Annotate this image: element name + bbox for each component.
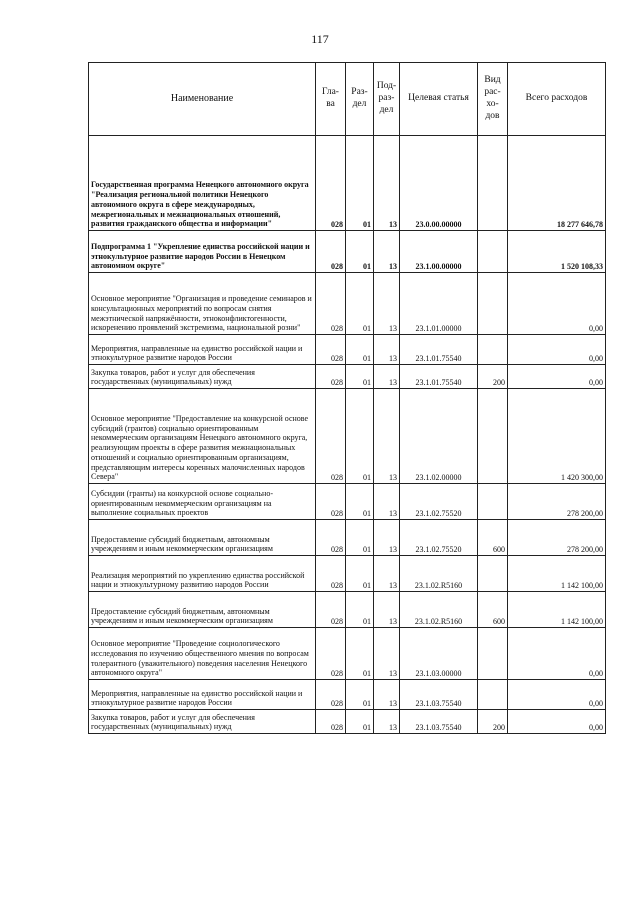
row-vid: 600 — [478, 520, 508, 556]
row-article: 23.1.03.75540 — [400, 680, 478, 710]
row-vid: 600 — [478, 592, 508, 628]
header-razdel: Раз-дел — [346, 63, 374, 136]
table-row — [89, 335, 606, 365]
row-glava: 028 — [316, 520, 346, 556]
row-name: Основное мероприятие "Предоставление на конкурсной основе субсидий (грантов) социально ориентированным некоммерческим организациям Ненецкого автономного округа, реализующим проекты в сфере развития межнациональных отношений и социально ориентированным организациям, представляющим интересы коренных малочисленных народов Севера" — [89, 389, 316, 484]
row-glava: 028 — [316, 484, 346, 520]
row-vid — [478, 389, 508, 484]
row-podrazdel: 13 — [374, 389, 400, 484]
row-article: 23.0.00.00000 — [400, 136, 478, 231]
row-name: Субсидии (гранты) на конкурсной основе социально-ориентированным некоммерческим организациям на выполнение социальных проектов — [89, 484, 316, 520]
row-name: Закупка товаров, работ и услуг для обеспечения государственных (муниципальных) нужд — [89, 365, 316, 389]
row-total: 0,00 — [508, 680, 606, 710]
row-vid: 200 — [478, 365, 508, 389]
row-glava: 028 — [316, 592, 346, 628]
row-razdel: 01 — [346, 710, 374, 734]
row-glava: 028 — [316, 556, 346, 592]
row-total: 278 200,00 — [508, 484, 606, 520]
table-row — [89, 592, 606, 628]
row-article: 23.1.02.R5160 — [400, 556, 478, 592]
row-total: 0,00 — [508, 710, 606, 734]
row-total: 0,00 — [508, 365, 606, 389]
page-number: 117 — [311, 32, 329, 46]
row-vid — [478, 484, 508, 520]
row-article: 23.1.03.00000 — [400, 628, 478, 680]
table-row — [89, 484, 606, 520]
row-vid — [478, 680, 508, 710]
row-total: 0,00 — [508, 273, 606, 335]
row-glava: 028 — [316, 710, 346, 734]
row-article: 23.1.02.00000 — [400, 389, 478, 484]
header-glava: Гла-ва — [316, 63, 346, 136]
row-total: 18 277 646,78 — [508, 136, 606, 231]
row-razdel: 01 — [346, 592, 374, 628]
row-total: 0,00 — [508, 335, 606, 365]
table-row — [89, 710, 606, 734]
row-razdel: 01 — [346, 365, 374, 389]
row-total: 1 142 100,00 — [508, 592, 606, 628]
table-row — [89, 628, 606, 680]
row-article: 23.1.02.75520 — [400, 484, 478, 520]
row-total: 278 200,00 — [508, 520, 606, 556]
row-glava: 028 — [316, 365, 346, 389]
row-podrazdel: 13 — [374, 628, 400, 680]
row-article: 23.1.02.R5160 — [400, 592, 478, 628]
row-glava: 028 — [316, 335, 346, 365]
table-row — [89, 365, 606, 389]
header-vid: Вид рас-хо-дов — [478, 63, 508, 136]
row-vid: 200 — [478, 710, 508, 734]
row-razdel: 01 — [346, 136, 374, 231]
row-podrazdel: 13 — [374, 556, 400, 592]
header-name: Наименование — [89, 63, 316, 136]
table-row — [89, 231, 606, 273]
row-article: 23.1.01.75540 — [400, 335, 478, 365]
row-razdel: 01 — [346, 680, 374, 710]
row-podrazdel: 13 — [374, 592, 400, 628]
row-vid — [478, 273, 508, 335]
row-podrazdel: 13 — [374, 680, 400, 710]
row-glava: 028 — [316, 628, 346, 680]
row-total: 1 520 108,33 — [508, 231, 606, 273]
table-row — [89, 680, 606, 710]
row-article: 23.1.00.00000 — [400, 231, 478, 273]
header-total: Всего расходов — [508, 63, 606, 136]
row-podrazdel: 13 — [374, 520, 400, 556]
table-row — [89, 136, 606, 231]
row-name: Мероприятия, направленные на единство российской нации и этнокультурное развитие народов России — [89, 680, 316, 710]
row-article: 23.1.03.75540 — [400, 710, 478, 734]
row-razdel: 01 — [346, 273, 374, 335]
row-podrazdel: 13 — [374, 136, 400, 231]
row-podrazdel: 13 — [374, 365, 400, 389]
table-row — [89, 556, 606, 592]
row-vid — [478, 628, 508, 680]
row-glava: 028 — [316, 231, 346, 273]
row-name: Государственная программа Ненецкого автономного округа "Реализация региональной политики Ненецкого автономного округа в сфере международных, межрегиональных и межнациональных отношений, развития гражданского общества и информации" — [89, 136, 316, 231]
table-row — [89, 520, 606, 556]
row-razdel: 01 — [346, 389, 374, 484]
row-glava: 028 — [316, 136, 346, 231]
row-name: Предоставление субсидий бюджетным, автономным учреждениям и иным некоммерческим организациям — [89, 592, 316, 628]
row-total: 1 142 100,00 — [508, 556, 606, 592]
row-name: Основное мероприятие "Проведение социологического исследования по изучению общественного мнения по вопросам толерантного (уважительного) поведения населения Ненецкого автономного округа" — [89, 628, 316, 680]
row-razdel: 01 — [346, 231, 374, 273]
row-total: 1 420 300,00 — [508, 389, 606, 484]
row-name: Подпрограмма 1 "Укрепление единства российской нации и этнокультурное развитие народов России в Ненецком автономном округе" — [89, 231, 316, 273]
header-row — [89, 63, 606, 136]
row-podrazdel: 13 — [374, 335, 400, 365]
row-name: Реализация мероприятий по укреплению единства российской нации и этнокультурному развитию народов России — [89, 556, 316, 592]
row-name: Мероприятия, направленные на единство российской нации и этнокультурное развитие народов России — [89, 335, 316, 365]
row-razdel: 01 — [346, 556, 374, 592]
row-razdel: 01 — [346, 520, 374, 556]
row-article: 23.1.01.00000 — [400, 273, 478, 335]
row-podrazdel: 13 — [374, 710, 400, 734]
header-podrazdel: Под-раз-дел — [374, 63, 400, 136]
row-vid — [478, 231, 508, 273]
header-article: Целевая статья — [400, 63, 478, 136]
row-glava: 028 — [316, 273, 346, 335]
row-podrazdel: 13 — [374, 484, 400, 520]
row-razdel: 01 — [346, 628, 374, 680]
row-podrazdel: 13 — [374, 273, 400, 335]
row-razdel: 01 — [346, 484, 374, 520]
row-name: Закупка товаров, работ и услуг для обеспечения государственных (муниципальных) нужд — [89, 710, 316, 734]
row-article: 23.1.02.75520 — [400, 520, 478, 556]
row-total: 0,00 — [508, 628, 606, 680]
row-vid — [478, 556, 508, 592]
row-glava: 028 — [316, 680, 346, 710]
row-name: Предоставление субсидий бюджетным, автономным учреждениям и иным некоммерческим организациям — [89, 520, 316, 556]
row-razdel: 01 — [346, 335, 374, 365]
row-vid — [478, 335, 508, 365]
row-glava: 028 — [316, 389, 346, 484]
row-podrazdel: 13 — [374, 231, 400, 273]
row-name: Основное мероприятие "Организация и проведение семинаров и консультационных мероприятий по вопросам снятия межэтнической напряжённости, этноконфликтогенности, искоренению проявлений экстремизма, национальной розни" — [89, 273, 316, 335]
table-row — [89, 389, 606, 484]
budget-table — [88, 62, 606, 734]
row-article: 23.1.01.75540 — [400, 365, 478, 389]
table-row — [89, 273, 606, 335]
row-vid — [478, 136, 508, 231]
